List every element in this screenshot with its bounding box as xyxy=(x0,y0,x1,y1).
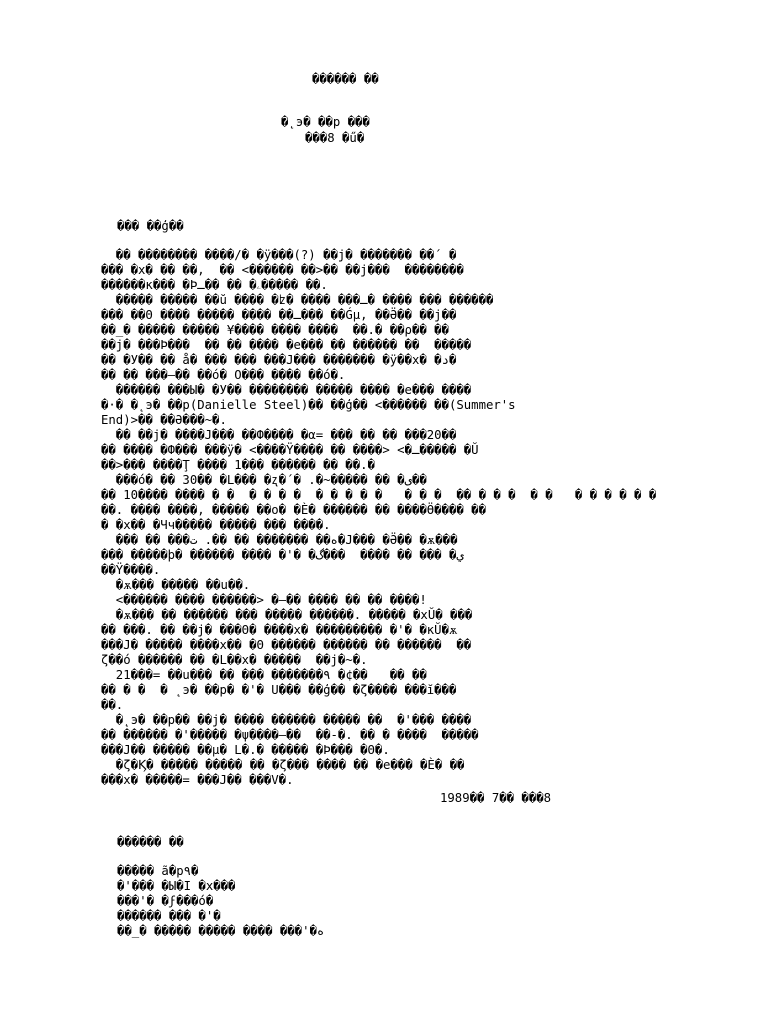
body-line: �ѫ��� ����� ��ս��. xyxy=(101,578,251,592)
body-line: ������ ���Ы� �У�� �������� ����� ���� �e��� ���� xyxy=(101,383,472,397)
body-line: ��>��� ����Ţ ���� 1��� ������ �� ��.� xyxy=(101,458,375,472)
body-line: ��. ���� ����, ����� ��ο� �Ѐ� ������ �� ����Ӫ���� �� xyxy=(101,503,486,517)
body-line: <������ ���� ������> �–�� ���� �� �� ����! xyxy=(101,593,427,607)
body-line: �˛э� ��р�� ��j� ���� ������ ����� �� �'��� ���� xyxy=(101,713,472,727)
body-line: 21���= ��ս��� �� ��� �������٩ �¢�� �� �� xyxy=(101,668,427,682)
body-line: �� ���. �� ��j� ���Θ� ����х� ��������� �'� �кŬ�ѫ xyxy=(101,623,458,637)
body-line: ����� ����� ��ŭ ���� �ʫ� ���� ���ـ� ���� ��� ������ xyxy=(101,293,494,307)
body-line: �� ���� �Ф��� ���ÿ� <����Ÿ���� �� ����> <�ـ����� �Ŭ xyxy=(101,443,479,457)
body-line: ���J� ����� ����х�� �Θ ������ ������ �� ������ �� xyxy=(101,638,472,652)
body-line: ���J�� ����� ��μ� L�.� ����� �Þ��� �Θ�. xyxy=(101,743,390,757)
footer-line: ������ ��� �'� xyxy=(117,909,221,923)
body-line: �·� �˛э� ��р(Danielle Steel)�� ��ģ�� <������ ��(Summer's xyxy=(101,398,516,412)
body-line: ���х� �����= ���J�� ���V�. xyxy=(101,773,294,787)
body-line: �� ��j� ����J��� ��Ф���� �α= ��� �� �� ���20�� xyxy=(101,428,457,442)
top-title: ������ �� xyxy=(312,72,379,86)
body-line: �� �������� ����/� �ÿ���(?) ��j� ������� ��΄ � xyxy=(101,248,457,262)
body-text xyxy=(101,248,741,788)
footer-line: �'��� �Ы�I �х��� xyxy=(117,879,236,893)
subtitle-line-2: ���8 �ű� xyxy=(305,131,365,145)
body-line: �� �У�� �� å� ��� ��� ���J��� ������� �ÿ��х� �ﺩ� xyxy=(101,353,457,367)
body-line: ��� �� ���ه�� ������� �� ��. ت�J��� �Ӛ�� �ѫ��� xyxy=(101,533,458,547)
body-line: �� ������ �'����� �ψ����—�� ��-�. �� � ���� ����� xyxy=(101,728,479,742)
body-line: ��_� ����� ����� ¥���� ���� ���� ��.� ��ρ�� �� xyxy=(101,323,449,337)
body-line: ��j� ���Þ��� �� �� ���� �e��� �� ������ �� ����� xyxy=(101,338,472,352)
footer-line: ���'� �ϝ���ό� xyxy=(117,894,214,908)
body-line: �� �� ���—�� ��ó� О��� ���� ��ό�. xyxy=(101,368,346,382)
date-line: 1989�� 7�� ���8 xyxy=(440,791,552,805)
body-line: ��� �х� �� ��, �� <������ ��>�� ��j��� �������� xyxy=(101,263,464,277)
footer-line: ��_� ����� ����� ���� ���'�ه xyxy=(117,924,325,938)
body-line: ��� �����ϸ� ������ ���� �'� �ي� ��� �� ���� ���گ xyxy=(101,548,464,562)
footer-line: ����� ã�р٩� xyxy=(117,864,199,878)
body-line: ��. xyxy=(101,698,124,712)
body-line: ζ��ό ������ �� �L��х� ����� ��j�~�. xyxy=(101,653,368,667)
body-line: �� � � � ˛э� ��р� �'� Ս��� ��ģ�� �ζ���� ���ĭ��� xyxy=(101,683,457,697)
body-line: ������κ��� �Ϸۦ� �� ��ـ����� ��. xyxy=(101,278,328,292)
subtitle-line-1: �˛э� ��р ��� xyxy=(281,115,370,129)
section-heading: ��� ��ģ�� xyxy=(117,219,184,233)
body-line: End)>�� ��Ә���~�. xyxy=(101,413,227,427)
translator-heading: ������ �� xyxy=(117,835,184,849)
body-line: ���ό� �� 30�� �L��� �ʐ�΄� .�~����� �� �ى�� xyxy=(101,473,427,487)
translator-info xyxy=(117,864,324,939)
body-line: �� 10���� ���� � � � � � � � � � � � � � � �� � � � � � � � � � � � xyxy=(101,488,657,502)
body-line: ��Ÿ����. xyxy=(101,563,161,577)
body-line: �ζ�Ϗ� ����� ����� �� �ζ��� ���� �� �e��� �Ѐ� �� xyxy=(101,758,465,772)
body-line: � �х�� �Чч����� ����� ��� ����. xyxy=(101,518,331,532)
body-line: �ѫ��� �� ������ ��� ����� ������. ����� �хŬ� ��� xyxy=(101,608,473,622)
body-line: ��� ��Θ ���� ����� ���� ��ـ��� ��Ǵμ, ��Ӛ�� ��j�� xyxy=(101,308,457,322)
